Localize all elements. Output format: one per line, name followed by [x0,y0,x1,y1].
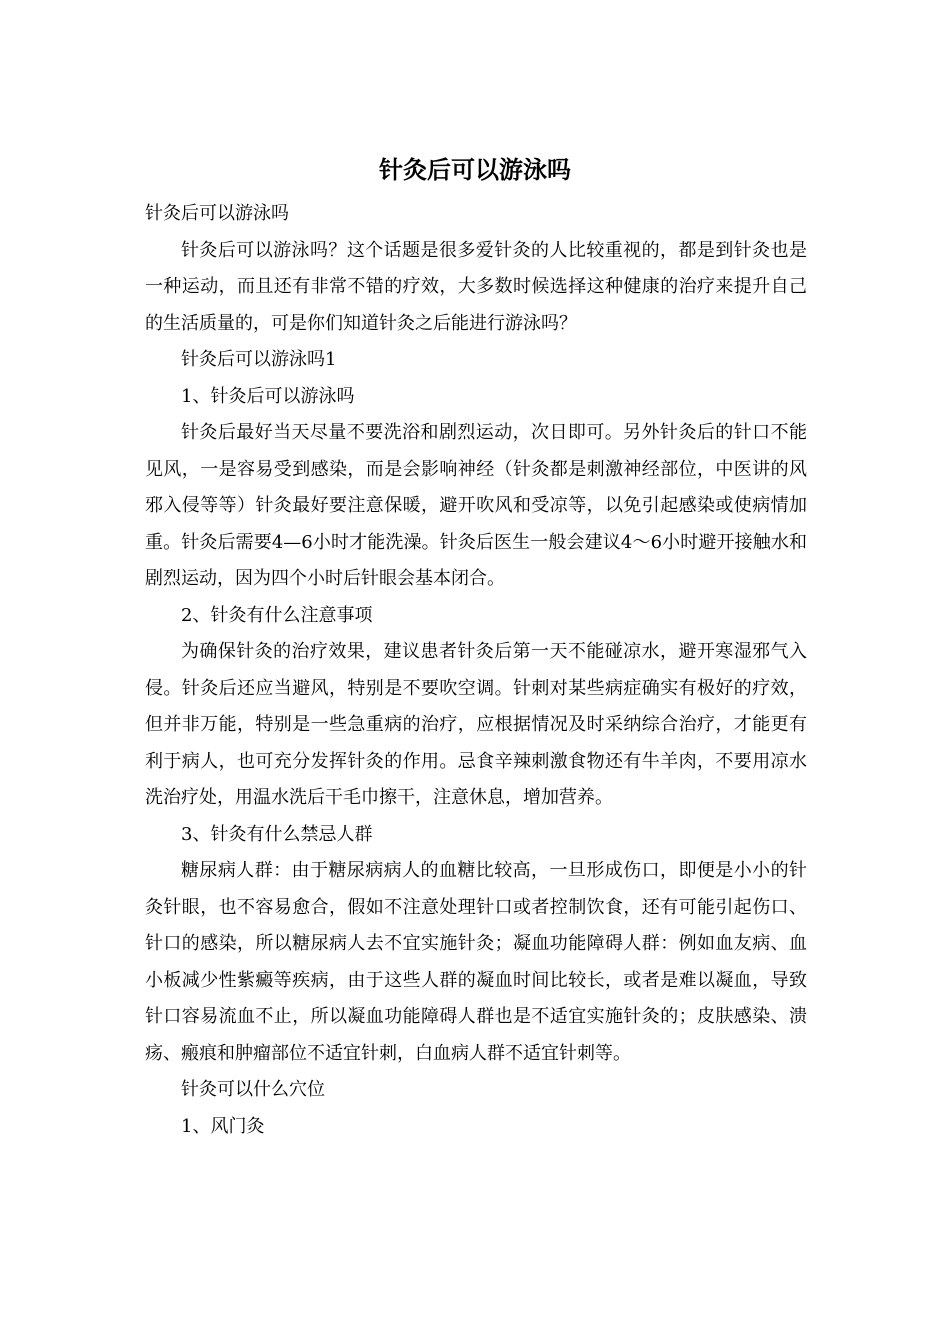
subtitle-paragraph: 针灸后可以游泳吗 [145,203,289,224]
subsection-heading: 3、针灸有什么禁忌人群 [181,823,373,845]
intro-paragraph: 针灸后可以游泳吗？这个话题是很多爱针灸的人比较重视的，都是到针灸也是一种运动，而且还有非常不错的疗效，大多数时候选择这种健康的治疗来提升自己的生活质量的，可是你们知道针灸之后能进行游泳吗？ [145,239,807,334]
body-paragraph: 糖尿病人群：由于糖尿病病人的血糖比较高，一旦形成伤口，即便是小小的针灸针眼，也不容易愈合，假如不注意处理针口或者控制饮食，还有可能引起伤口、针口的感染，所以糖尿病人去不宜实施针灸；凝血功能障碍人群：例如血友病、血小板减少性紫癜等疾病，由于这些人群的凝血时间比较长，或者是难以凝血，导致针口容易流血不止，所以凝血功能障碍人群也是不适宜实施针灸的；皮肤感染、溃疡、瘢痕和肿瘤部位不适宜针刺，白血病人群不适宜针刺等。 [145,860,807,1064]
subsection-heading: 1、风门灸 [181,1115,265,1137]
body-paragraph: 为确保针灸的治疗效果，建议患者针灸后第一天不能碰凉水，避开寒湿邪气入侵。针灸后还应当避风，特别是不要吹空调。针刺对某些病症确实有极好的疗效，但并非万能，特别是一些急重病的治疗，应根据情况及时采纳综合治疗，才能更有利于病人，也可充分发挥针灸的作用。忌食辛辣刺激食物还有牛羊肉，不要用凉水洗治疗处，用温水洗后干毛巾擦干，注意休息，增加营养。 [145,641,807,808]
subsection-heading: 1、针灸后可以游泳吗 [181,385,355,407]
section-heading: 针灸后可以游泳吗1 [181,349,337,370]
document-title: 针灸后可以游泳吗 [379,156,571,184]
body-paragraph: 针灸后最好当天尽量不要洗浴和剧烈运动，次日即可。另外针灸后的针口不能见风，一是容易受到感染，而是会影响神经（针灸都是刺激神经部位，中医讲的风邪入侵等等）针灸最好要注意保暖，避开吹风和受凉等，以免引起感染或使病情加重。针灸后需要4—6小时才能洗澡。针灸后医生一般会建议4～6小时避开接触水和剧烈运动，因为四个小时后针眼会基本闭合。 [145,422,807,589]
subsection-heading: 2、针灸有什么注意事项 [181,604,373,626]
section-heading: 针灸可以什么穴位 [181,1079,325,1100]
document-body [145,196,807,1145]
